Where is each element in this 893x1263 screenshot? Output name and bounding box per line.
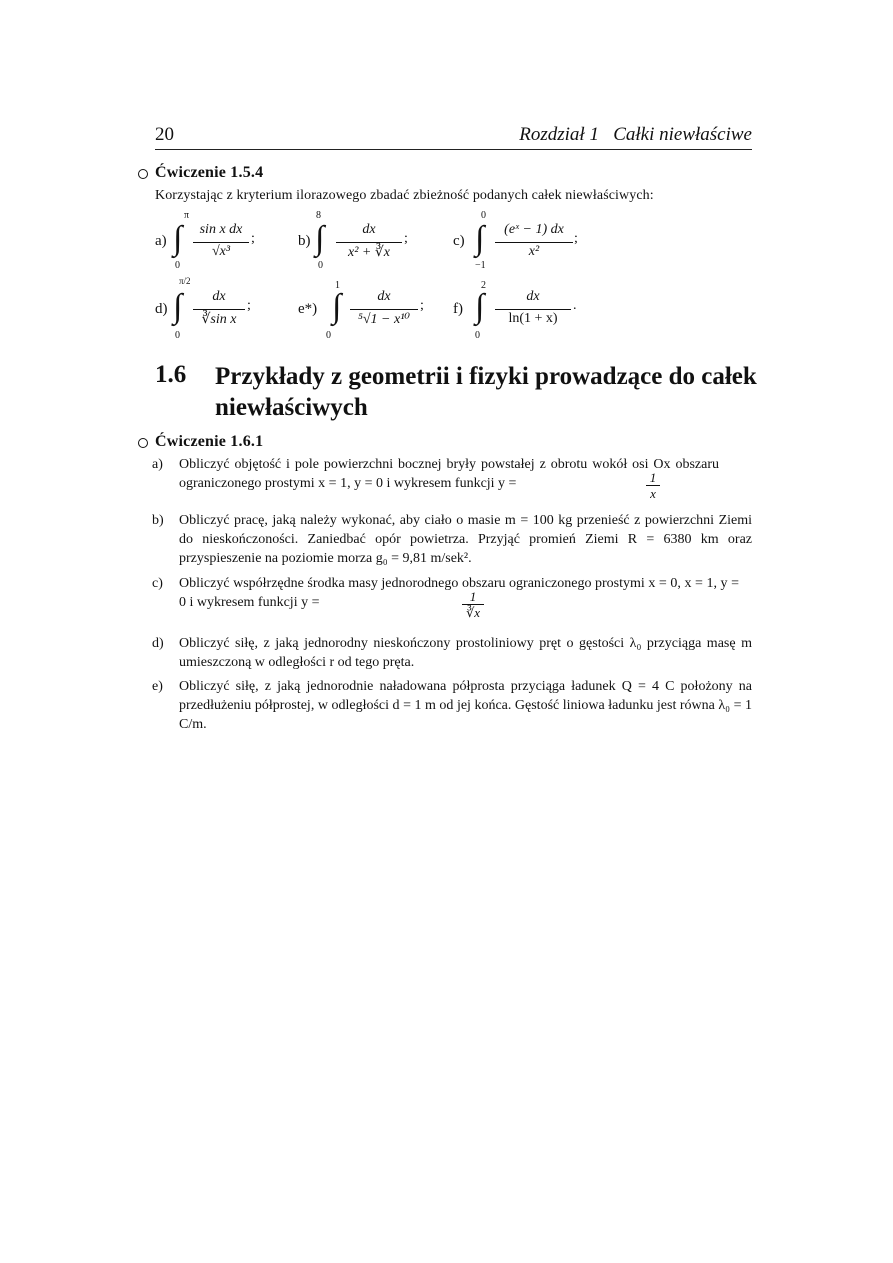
fraction-bar [495,309,571,310]
integral-f [453,276,603,348]
separator: ; [247,298,251,313]
integral-sign-icon: ∫ [173,220,183,257]
exercise-item-c [152,574,752,624]
exercise-item-d [152,634,752,674]
exercise-154-title: Ćwiczenie 1.5.4 [155,164,264,181]
numerator: (eˣ − 1) dx [504,222,564,237]
denominator: x² [528,244,540,259]
header-rule [155,149,752,150]
lower-limit: 0 [175,330,180,341]
lower-limit: −1 [475,260,486,271]
integral-sign-icon: ∫ [315,220,325,257]
integral-label: e*) [298,301,318,317]
fraction-denominator: x [650,486,656,501]
lower-limit: 0 [175,260,180,271]
exercise-item-a [152,455,752,505]
integral-label: d) [155,301,168,317]
separator: . [573,298,577,313]
numerator: dx [362,222,376,237]
upper-limit: π/2 [179,276,191,286]
numerator: sin x dx [199,222,243,237]
integral-label: a) [155,233,167,249]
integral-label: c) [453,233,465,249]
exercise-bullet-icon [138,169,148,179]
inline-fraction [646,471,660,501]
upper-limit: 0 [481,210,486,221]
fraction-bar [350,309,418,310]
integral-label: b) [298,233,311,249]
numerator: dx [526,289,540,304]
integral-c [453,208,603,278]
exercise-item-e [152,677,752,737]
integral-a [155,208,285,278]
item-text: Obliczyć współrzędne środka masy jednorodnego obszaru ograniczonego prostymi x = 0, x = 1, y = 0 i wykresem funkcji y = [179,576,739,610]
fraction-bar [336,242,402,243]
separator: ; [404,231,408,246]
integral-sign-icon: ∫ [332,288,342,325]
denominator: ⁵√1 − x¹⁰ [357,312,411,327]
integral-b [298,208,438,278]
inline-fraction [462,590,484,620]
fraction-bar [193,242,249,243]
section-title: Przykłady z geometrii i fizyki prowadzące do całek niewłaściwych [215,363,757,421]
lower-limit: 0 [318,260,323,271]
integral-sign-icon: ∫ [173,288,183,325]
fraction-numerator: 1 [469,589,477,604]
item-text: Obliczyć pracę, jaką należy wykonać, aby ciało o masie m = 100 kg przenieść z powierzchni Ziemi do nieskończoności. Zaniedbać opór powietrza. Przyjąć promień Ziemi R = 6380 km oraz przyspieszenie na poziomie morza g₀ = 9,81 m/sek². [179,513,752,566]
upper-limit: π [184,210,190,221]
denominator: x² + ∛x [348,245,390,260]
fraction-numerator: 1 [649,470,657,485]
denominator: ln(1 + x) [508,311,558,326]
separator: ; [420,298,424,313]
item-label: d) [152,636,164,651]
lower-limit: 0 [475,330,480,341]
fraction-bar [193,309,245,310]
item-text: Obliczyć objętość i pole powierzchni bocznej bryły powstałej z obrotu wokół osi Ox obszaru ograniczonego prostymi x = 1, y = 0 i wykresem funkcji y = [179,457,719,491]
fraction-denominator: ∛x [465,605,481,620]
exercise-bullet-icon [138,438,148,448]
item-label: e) [152,679,163,694]
denominator: √x³ [211,244,231,259]
upper-limit: 8 [316,210,321,221]
item-text: Obliczyć siłę, z jaką jednorodnie naładowana półprosta przyciąga ładunek Q = 4 C położony na przedłużeniu półprostej, w odległości d = 1 m od jej końca. Gęstość liniowa ładunku jest równa λ₀ = 1 C/m. [179,679,752,732]
item-label: a) [152,457,163,472]
exercise-item-b [152,511,752,571]
section-number: 1.6 [155,361,187,388]
fraction-bar [495,242,573,243]
upper-limit: 2 [481,280,486,291]
item-label: c) [152,576,163,591]
numerator: dx [212,289,226,304]
integral-e-star [298,276,438,348]
integral-sign-icon: ∫ [475,288,485,325]
lower-limit: 0 [326,330,331,341]
separator: ; [251,231,255,246]
integral-d [155,276,285,348]
running-title: Rozdział 1 Całki niewłaściwe [519,124,752,145]
item-text: Obliczyć siłę, z jaką jednorodny nieskończony prostoliniowy pręt o gęstości λ₀ przyciąga masę m umieszczoną w odległości r od tego pręta. [179,636,752,670]
denominator: ∛sin x [201,312,237,327]
integral-sign-icon: ∫ [475,220,485,257]
exercise-161-title: Ćwiczenie 1.6.1 [155,433,264,450]
upper-limit: 1 [335,280,340,291]
integral-label: f) [453,301,463,317]
exercise-154-instruction: Korzystając z kryterium ilorazowego zbadać zbieżność podanych całek niewłaściwych: [155,188,654,203]
separator: ; [574,231,578,246]
item-label: b) [152,513,164,528]
numerator: dx [377,289,391,304]
page-number: 20 [155,124,174,145]
